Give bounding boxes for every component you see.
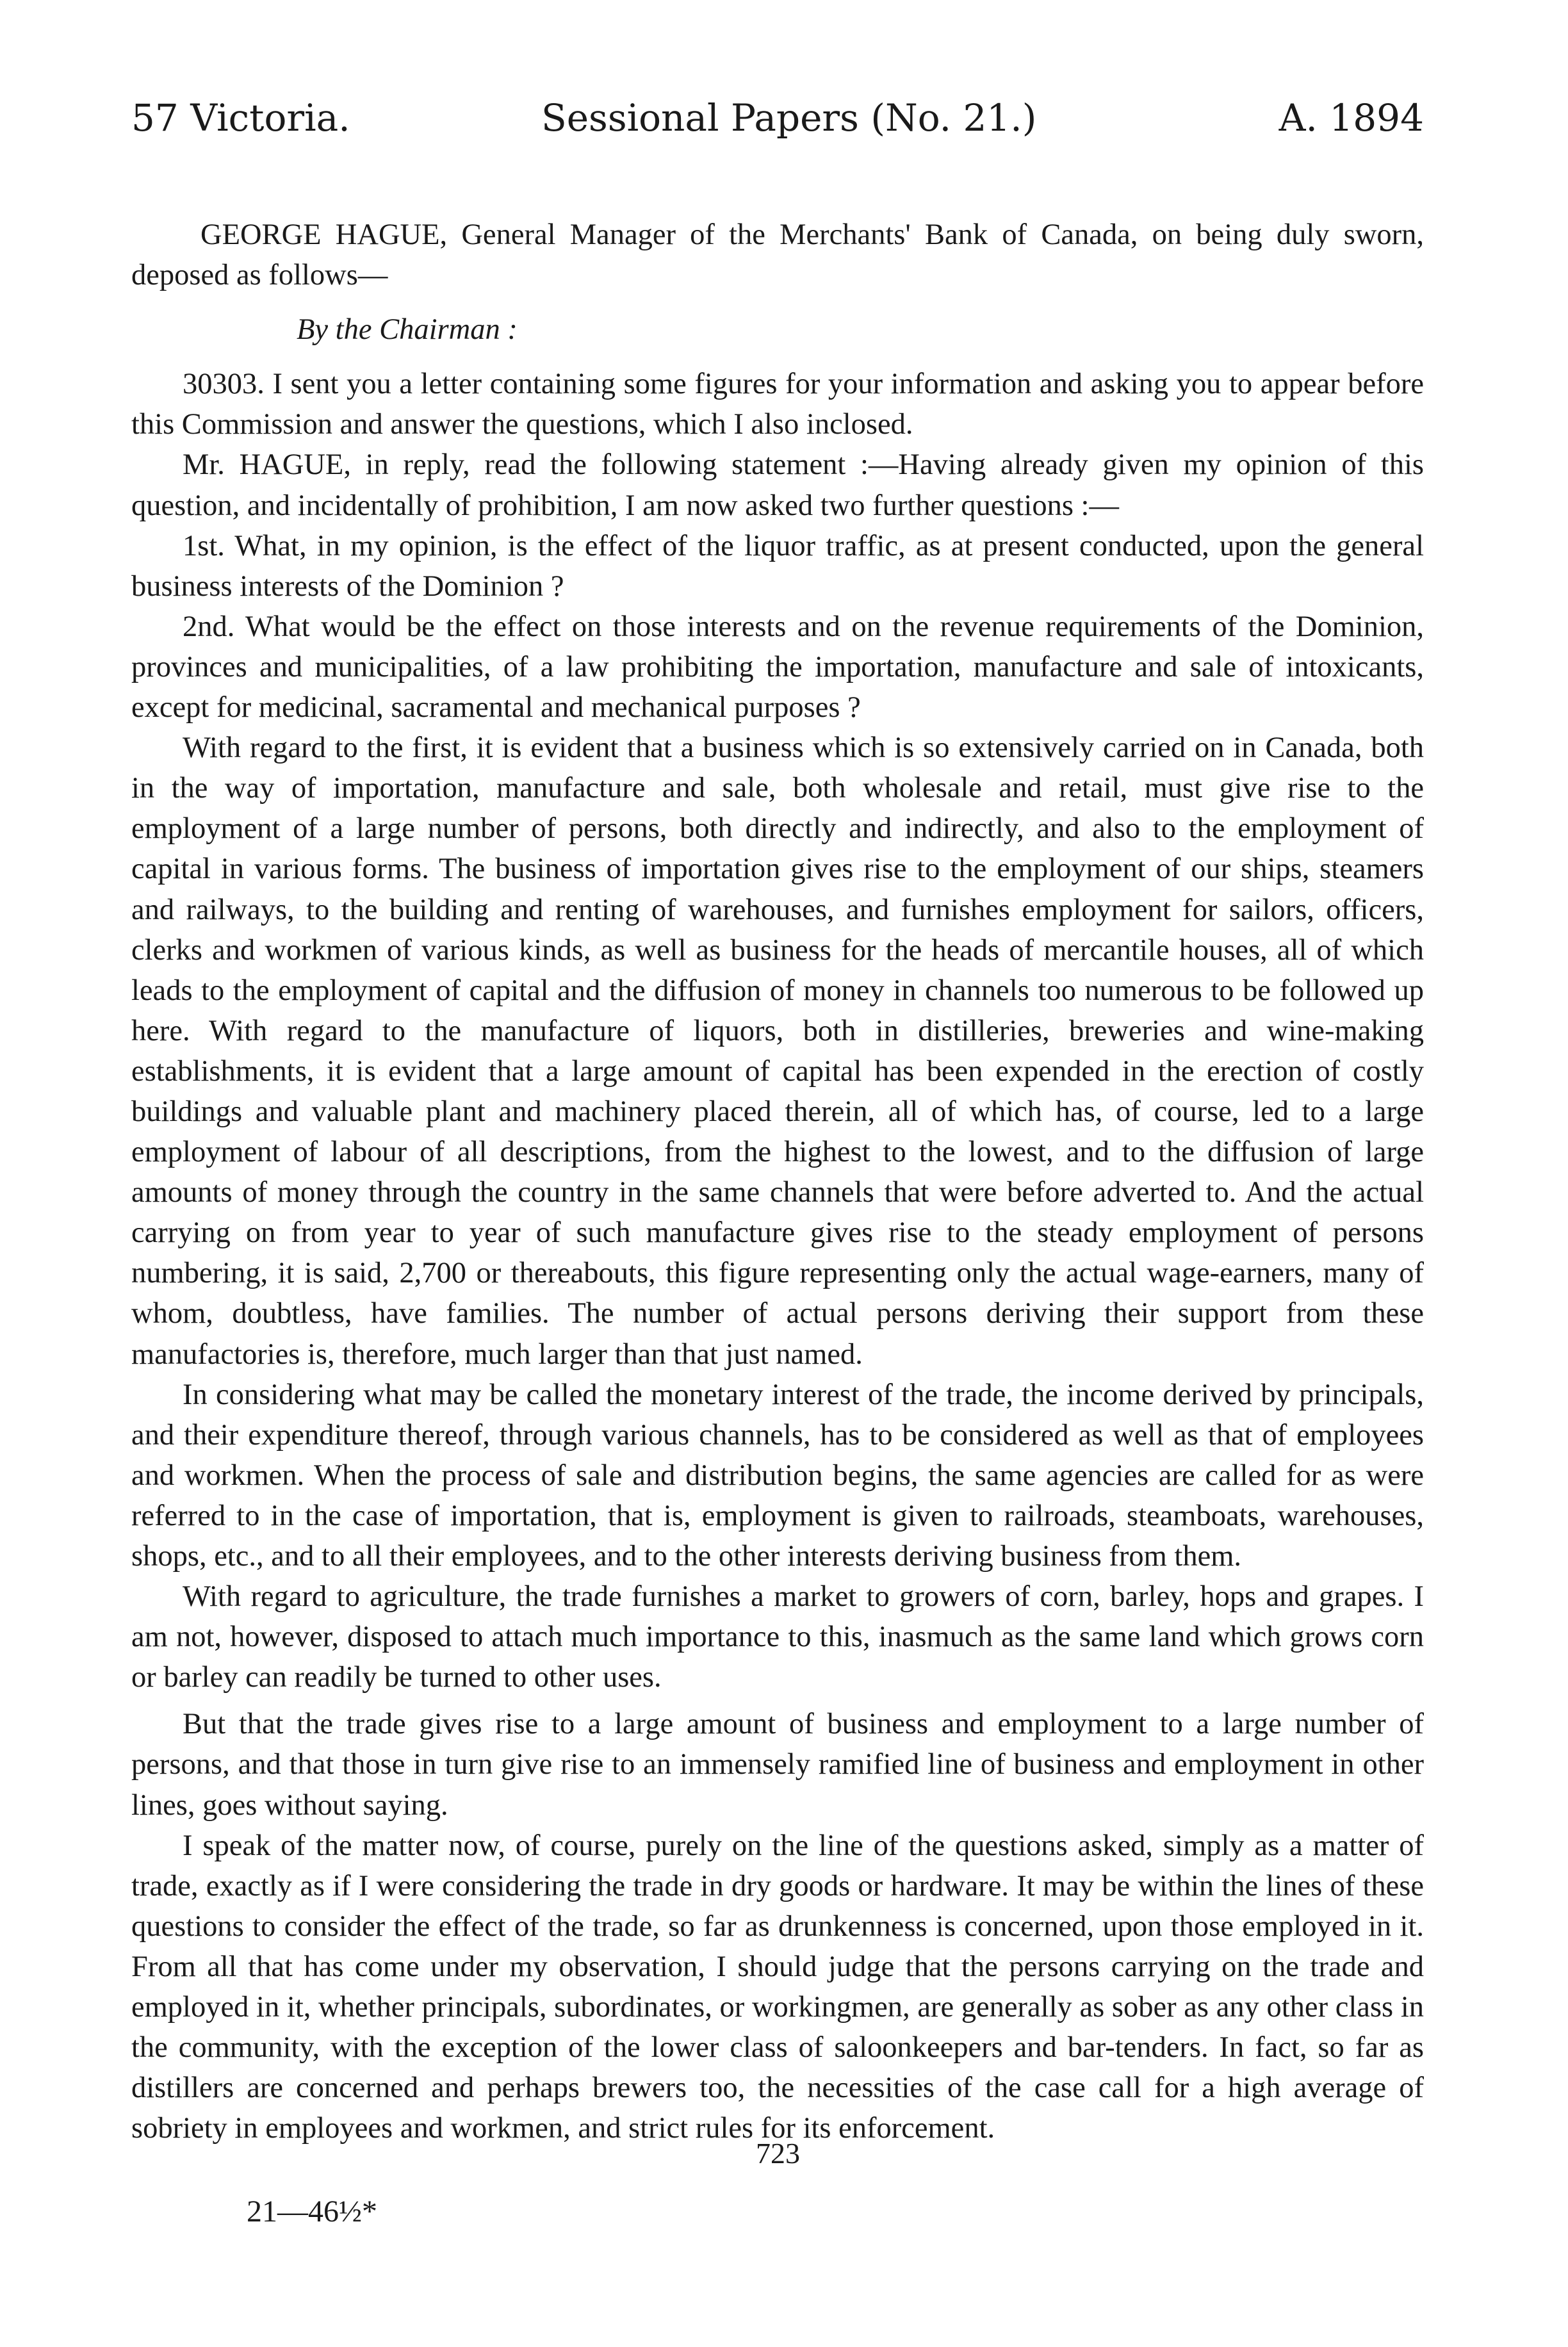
- body-text: [131, 215, 1424, 2148]
- page-header: [131, 96, 1424, 147]
- second-question-paragraph: 2nd. What would be the effect on those interests and on the revenue requirements of the Dominion, provinces and municipalities, of a law prohibiting the importation, manufacture and sale of intoxicants, except for medicinal, sacramental and mechanical purposes ?: [131, 610, 1424, 724]
- signature-mark: 21—46½*: [247, 2195, 377, 2228]
- header-year: A. 1894: [1278, 96, 1424, 140]
- first-question-paragraph: 1st. What, in my opinion, is the effect of the liquor traffic, as at present conducted, upon the general business interests of the Dominion ?: [131, 529, 1424, 603]
- body-paragraph: With regard to agriculture, the trade furnishes a market to growers of corn, barley, hops and grapes. I am not, however, disposed to attach much importance to this, inasmuch as the same land which grows corn or barley can readily be turned to other uses.: [131, 1580, 1424, 1694]
- page-number: 723: [756, 2137, 800, 2170]
- examiner-byline: By the Chairman :: [297, 313, 518, 347]
- header-session: 57 Victoria.: [131, 96, 350, 140]
- body-paragraph: I speak of the matter now, of course, purely on the line of the questions asked, simply as a matter of trade, exactly as if I were considering the trade in dry goods or hardware. It may be within the lines of these questions to consider the effect of the trade, so far as drunkenness is concerned, upon those employed in it. From all that has come under my observation, I should judge that the persons carrying on the trade and employed in it, whether principals, subordinates, or workingmen, are generally as sober as any other class in the community, with the exception of the lower class of saloonkeepers and bar-tenders. In fact, so far as distillers are concerned and perhaps brewers too, the necessities of the case call for a high average of sobriety in employees and workmen, and strict rules for its enforcement.: [131, 1829, 1424, 2145]
- header-title: Sessional Papers (No. 21.): [541, 96, 1037, 140]
- question-paragraph: 30303. I sent you a letter containing some figures for your information and asking you to appear before this Commission and answer the questions, which I also inclosed.: [131, 368, 1424, 441]
- body-paragraph: But that the trade gives rise to a large amount of business and employment to a large number of persons, and that those in turn give rise to an immensely ramified line of business and employment in other lines, goes without saying.: [131, 1708, 1424, 1822]
- body-paragraph: With regard to the first, it is evident that a business which is so extensively carried on in Canada, both in the way of importation, manufacture and sale, both wholesale and retail, must give rise to the employment of a large number of persons, both directly and indirectly, and also to the employment of capital in various forms. The business of importation gives rise to the employment of our ships, steamers and railways, to the building and renting of warehouses, and furnishes employment for sailors, officers, clerks and workmen of various kinds, as well as business for the heads of mercantile houses, all of which leads to the employment of capital and the diffusion of money in channels too numerous to be followed up here. With regard to the manufacture of liquors, both in distilleries, breweries and wine-making establishments, it is evident that a large amount of capital has been expended in the erection of costly buildings and valuable plant and machinery placed therein, all of which has, of course, led to a large employment of labour of all descriptions, from the highest to the lowest, and to the diffusion of large amounts of money through the country in the same channels that were before adverted to. And the actual carrying on from year to year of such manufacture gives rise to the steady employment of persons numbering, it is said, 2,700 or thereabouts, this figure representing only the actual wage-earners, many of whom, doubtless, have families. The number of actual persons deriving their support from these manufactories is, therefore, much larger than that just named.: [131, 732, 1424, 1371]
- statement-paragraph: Mr. HAGUE, in reply, read the following statement :—Having already given my opinion of this question, and incidentally of prohibition, I am now asked two further questions :—: [131, 448, 1424, 522]
- body-paragraph: In considering what may be called the monetary interest of the trade, the income derived by principals, and their expenditure thereof, through various channels, has to be considered as well as that of employees and workmen. When the process of sale and distribution begins, the same agencies are called for as were referred to in the case of importation, that is, employment is given to railroads, steamboats, warehouses, shops, etc., and to all their employees, and to the other interests deriving business from them.: [131, 1378, 1424, 1573]
- witness-intro-paragraph: GEORGE HAGUE, General Manager of the Merchants' Bank of Canada, on being duly sworn, deposed as follows—: [131, 218, 1424, 292]
